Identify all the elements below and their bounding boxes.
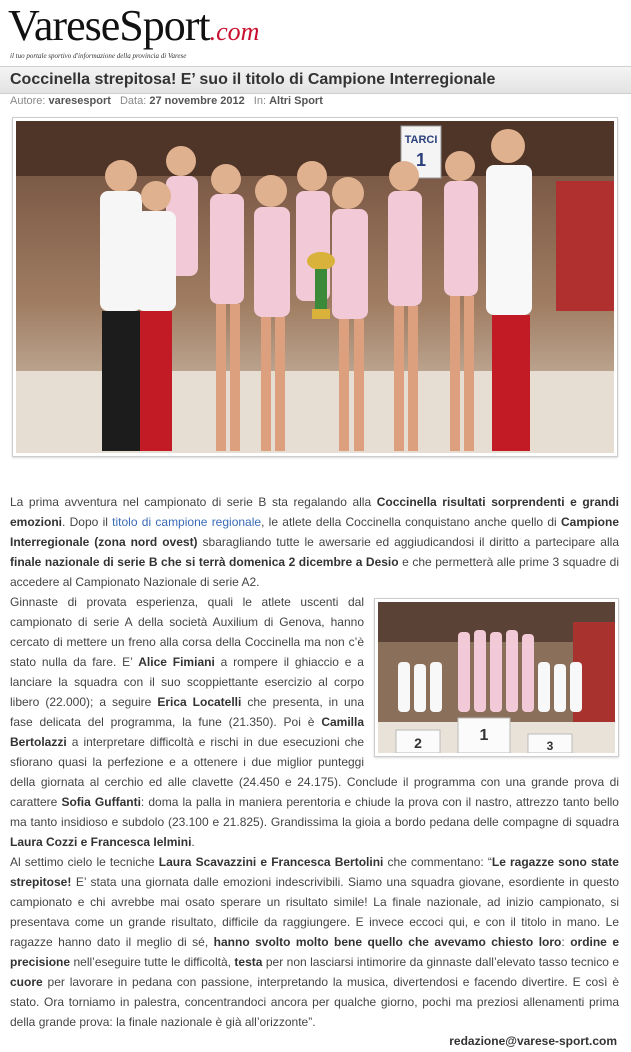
- category-label: In:: [253, 95, 267, 107]
- podium-photo-image: [378, 602, 615, 753]
- coach-left: [100, 160, 142, 451]
- side-photo[interactable]: [374, 598, 619, 757]
- date-label: Data:: [119, 95, 147, 107]
- podium-third: 3: [546, 739, 554, 753]
- site-tagline: il tuo portale sportivo d'informazione della provincia di Varese: [10, 52, 187, 60]
- author-link[interactable]: varesesport: [48, 95, 111, 107]
- podium-second: 2: [414, 735, 422, 751]
- logo-suffix: .com: [209, 17, 260, 46]
- photo-banner-text: TARCI: [404, 134, 438, 146]
- article-title: Coccinella strepitosa! E’ suo il titolo di Campione Interregionale: [10, 71, 496, 88]
- article-meta: [10, 95, 323, 107]
- coach-right: [486, 129, 532, 451]
- logo-text: VareseSport: [8, 1, 210, 50]
- category-link[interactable]: Altri Sport: [269, 95, 323, 107]
- article-signature[interactable]: redazione@varese-sport.com: [449, 1034, 617, 1048]
- site-header: [0, 0, 631, 66]
- photo-banner-number: 1: [415, 150, 427, 170]
- team-photo-image: [16, 121, 614, 453]
- article-title-bar: [0, 66, 631, 94]
- author-label: Autore:: [10, 95, 46, 107]
- paragraph-1: La prima avventura nel campionato di serie B sta regalando alla Coccinella risultati sorprendenti e grandi emozioni. Dopo il titolo di campione regionale, le atlete della Coccinella conquistano anche quello di Campione Interregionale (zona nord ovest) sbaragliando tutte le awersarie ed aggiudicandosi il diritto a partecipare alla finale nazionale di serie B che si terrà domenica 2 dicembre a Desio e che permetterà alle prime 3 squadre di accedere al Campionato Nazionale di serie A2.: [10, 495, 619, 589]
- site-logo[interactable]: [8, 2, 298, 64]
- article-body: [10, 492, 619, 1032]
- podium-first: 1: [479, 727, 489, 744]
- paragraph-2: Ginnaste di provata esperienza, quali le atlete uscenti dal campionato di serie A della società Auxilium di Genova, hanno cercato di mettere un freno alla corsa della Coccinella ma non c’è stato nulla da fare. E’ Alice Fimiani a rompere il ghiaccio e a lanciare la squadra con il suo scoppiettante esercizio al corpo libero (22.000); a seguire Erica Locatelli che presenta, in una fase delicata del programma, la fune (21.350). Poi è Camilla Bertolazzi a interpretare difficoltà e rischi in due esecuzioni che sfiorano quasi la perfezione e a ottenere i due miglior punteggi della giornata al cerchio ed alle clavette (24.450 e 24.175). Conclude il programma con una grande prova di carattere Sofia Guffanti: doma la palla in maniera perentoria e chiude la prova con il nastro, attrezzo tanto bello ma tanto insidioso e subdolo (23.100 e 21.825). Grandissima la gioia a bordo pedana delle compagne di squadra Laura Cozzi e Francesca Ielmini.: [10, 595, 619, 849]
- regional-title-link[interactable]: titolo di campione regionale: [112, 515, 262, 529]
- paragraph-3: Al settimo cielo le tecniche Laura Scavazzini e Francesca Bertolini che commentano: “Le ragazze sono state strepitose! E’ stata una giornata dalle emozioni indescrivibili. Siamo una squadra giovane, esordiente in questo campionato e chi avrebbe mai osato sperare un risultato simile! La finale nazionale, ad inizio campionato, si presentava come un grande risultato, difficile da raggiungere. E invece eccoci qui, e con il titolo in mano. Le ragazze hanno dato il meglio di sé, hanno svolto molto bene quello che avevamo chiesto loro: ordine e precisione nell’eseguire tutte le difficoltà, testa per non lasciarsi intimorire da ginnaste dall’elevato tasso tecnico e cuore per lavorare in pedana con passione, interpretando la musica, divertendosi e facendo divertire. E così è stato. Ora torniamo in palestra, concentrandoci ancora per qualche giorno, pochi ma preziosi allenamenti prima della grande prova: la finale nazionale è già all’orizzonte”.: [10, 855, 619, 1029]
- article-date: 27 novembre 2012: [149, 95, 245, 107]
- main-photo[interactable]: [12, 117, 618, 457]
